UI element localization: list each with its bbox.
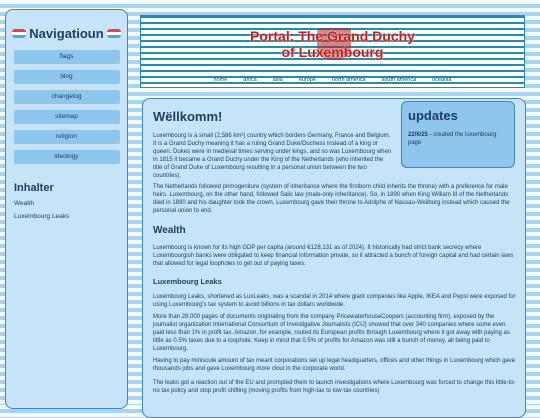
nav-item-ideology[interactable]: ideology <box>14 150 120 164</box>
top-nav-home[interactable]: home <box>213 77 228 83</box>
nav-item-changelog[interactable]: changelog <box>14 90 120 104</box>
top-nav-south-america[interactable]: south america <box>381 77 417 83</box>
page-title <box>141 28 524 60</box>
main-content <box>142 98 526 418</box>
update-text: - created the luxembourg page <box>408 132 497 146</box>
leaks-paragraph-3: Having to pay miniscule amount of tax meant corporations set up legal headquarters, offices and other things in Luxembourg which gave thousands jobs and gave Luxembourg more clout in the corporate world. <box>153 358 516 372</box>
luxembourg-flag-icon <box>12 29 26 38</box>
nav-item-flags[interactable]: flags <box>14 50 120 64</box>
top-nav <box>141 76 524 85</box>
succession-paragraph: The Netherlands followed primogeniture (system of inheritance where the firstborn child inherits the throne) with a preference for male heirs. Luxembourg, on the other hand, followed Salic law (male-only inheritance). So, in 1890 when King William III of the Netherlands died in 1890 and his daughter took the crown, Luxembourg gave their throne to Adolphe of Nassau-Weilburg instead which caused the personal union to end. <box>153 184 510 214</box>
wealth-heading: Wealth <box>153 225 186 236</box>
update-entry <box>408 131 508 147</box>
wealth-paragraph: Luxembourg is known for its high GDP per capita (around €128,131 as of 2024). It historically had strict bank secrecy where Luxembourgish banks were obligated to keep financial information private, so it attracted a bunch of foreign capital and had certain laws that allowed for legal loopholes to get out of paying taxes. <box>153 245 514 267</box>
leaks-paragraph-2: More than 28,000 pages of documents originating from the company PricewaterhouseCoopers (accounting firm), exposed by the journalist organization International Consortium of Investigative Journalists (ICIJ) showed that over 340 companies where some even paid less than 1% in profit tax. Amazon, for example, routed its European profits through Luxembourg where it got away with paying as little as 0.5% taxes due to a loophole. Keep in mind that 0.5% of profits for Amazon was still a bunch of money, all being paid to Luxembourg. <box>153 314 510 352</box>
nav-item-religion[interactable]: religion <box>14 130 120 144</box>
contents-list <box>14 200 127 220</box>
luxembourg-flag-icon <box>107 29 121 38</box>
nav-item-sitemap[interactable]: sitemap <box>14 110 120 124</box>
top-nav-africa[interactable]: africa <box>243 77 257 83</box>
top-nav-europe[interactable]: europe <box>298 77 316 83</box>
top-nav-north-america[interactable]: north america <box>331 77 366 83</box>
sidebar <box>5 9 128 409</box>
nav-list <box>6 50 127 164</box>
welcome-heading: Wëllkomm! <box>153 109 223 124</box>
header-banner <box>140 15 525 88</box>
leaks-paragraph-1: Luxembourg Leaks, shortened as LuxLeaks, was a scandal in 2014 where giant companies like Apple, IKEA and Pepsi were exposed for using Luxembourg's tax system to avoid billions in tax dollars worldwide. <box>153 294 516 308</box>
nav-item-blog[interactable]: blog <box>14 70 120 84</box>
contents-link-wealth[interactable]: Wealth <box>14 200 35 207</box>
top-nav-asia[interactable]: asia <box>272 77 283 83</box>
update-date: 22/6/25 <box>408 132 429 138</box>
page-title-line1: Portal: The Grand Duchy <box>250 28 415 44</box>
contents-title: Inhalter <box>14 182 54 194</box>
intro-paragraph: Luxembourg is a small (2,586 km²) country which borders Germany, France and Belgium. It is a Grand Duchy meaning it has a ruling Grand Duke/Duchess instead of a king or queen. Dukes were in medieval times serving under kings, and so was Luxembourg when in 1815 it became a Grand Duchy under the King of the Netherlands (who inherited the title of Grand Duke of Luxembourg resulting in a personal union between the two countries). <box>153 133 392 179</box>
contents-link-luxembourg-leaks[interactable]: Luxembourg Leaks <box>14 213 70 220</box>
nav-title <box>6 23 127 43</box>
page-title-line2: of Luxembourg <box>281 44 384 60</box>
updates-box <box>401 101 515 168</box>
updates-title: updates <box>408 108 458 123</box>
nav-title-label: Navigatioun <box>29 25 104 41</box>
luxembourg-leaks-heading: Luxembourg Leaks <box>153 277 222 286</box>
leaks-paragraph-4: The leaks got a reaction out of the EU and prompted them to launch investigations where Luxembourg was forced to change this little-to-no tax policy and stop profit shifting (moving profits from high-tax to low tax countries) <box>153 380 516 394</box>
top-nav-oceania[interactable]: oceania <box>432 77 452 83</box>
